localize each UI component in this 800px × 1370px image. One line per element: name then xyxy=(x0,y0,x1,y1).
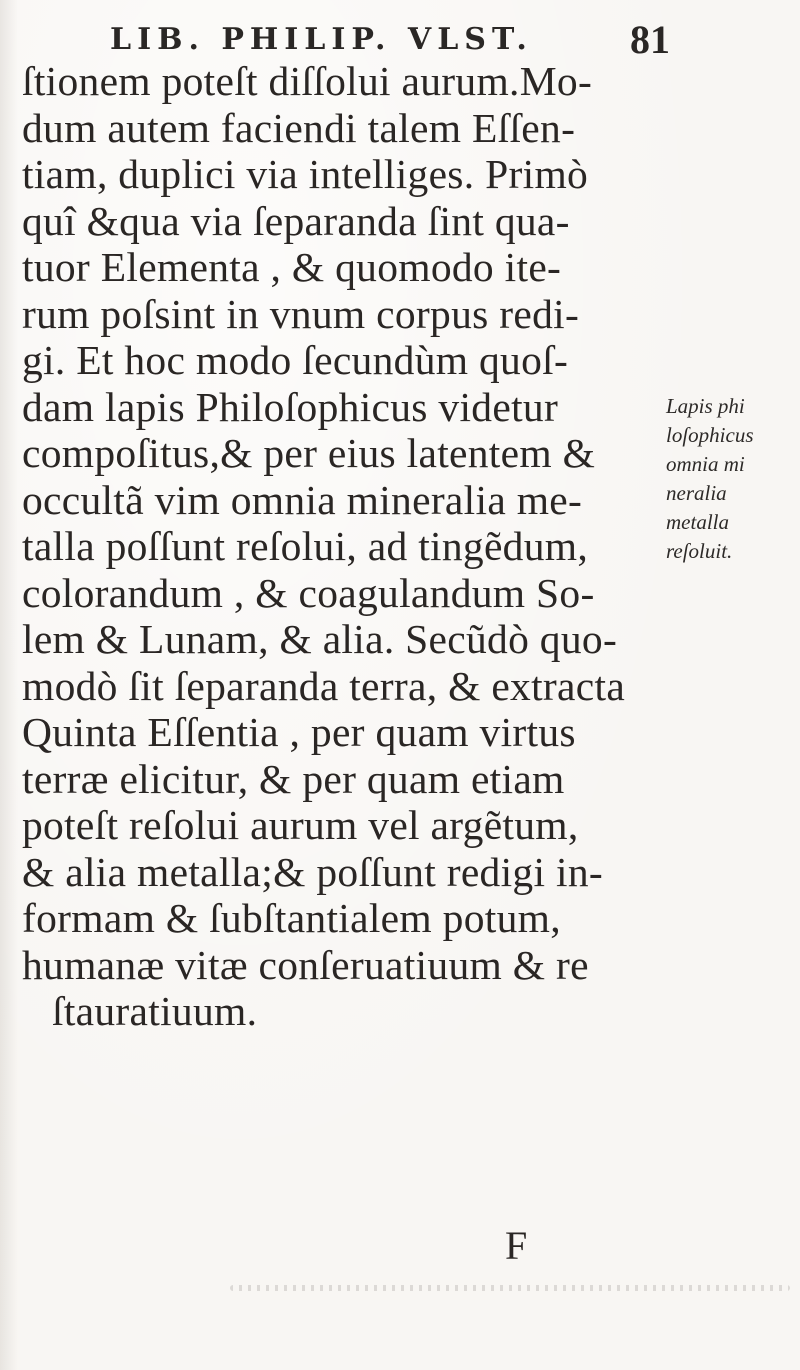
text-line: talla poſſunt reſolui, ad tingẽdum, xyxy=(22,523,589,569)
text-line: dam lapis Philoſophicus videtur xyxy=(22,383,559,430)
text-line: & alia metalla;& poſſunt redigi in- xyxy=(22,848,603,895)
marginal-note-line: reſoluit. xyxy=(666,539,733,563)
marginal-note-line: omnia mi xyxy=(666,452,745,476)
text-line: humanæ vitæ conſeruatiuum & re xyxy=(22,941,589,988)
catchword: F xyxy=(505,1223,528,1268)
text-line: modò ſit ſeparanda terra, & extracta xyxy=(22,662,626,709)
gutter-shadow xyxy=(0,0,18,1370)
text-line: quî &qua via ſeparanda ſint qua- xyxy=(22,197,570,244)
text-line: tuor Elementa , & quomodo ite- xyxy=(22,244,562,290)
text-line: lem & Lunam, & alia. Secũdò quo- xyxy=(22,616,618,662)
text-line: formam & ſubſtantialem potum, xyxy=(22,895,561,941)
text-line: colorandum , & coagulandum So- xyxy=(22,569,595,616)
text-line: ſtionem poteſt diſſolui aurum.Mo- xyxy=(22,58,593,104)
marginal-note-line: metalla xyxy=(666,510,729,534)
text-line: ſtauratiuum. xyxy=(52,988,258,1034)
text-line: tiam, duplici via intelliges. Primò xyxy=(22,151,589,197)
text-line: terræ elicitur, & per quam etiam xyxy=(22,755,565,802)
running-head xyxy=(110,14,670,64)
marginal-note-line: loſophicus xyxy=(666,423,754,447)
running-title: LIB. PHILIP. VLST. xyxy=(110,22,533,57)
bleed-through-speckle xyxy=(230,1285,790,1291)
marginal-note-line: neralia xyxy=(666,481,727,505)
text-line: Quinta Eſſentia , per quam virtus xyxy=(22,709,576,755)
page-number: 81 xyxy=(630,17,670,62)
text-line: occultã vim omnia mineralia me- xyxy=(22,476,583,523)
text-line: gi. Et hoc modo ſecundùm quoſ- xyxy=(22,337,569,383)
text-line: compoſitus,& per eius latentem & xyxy=(22,430,596,476)
text-line: dum autem faciendi talem Eſſen- xyxy=(22,104,576,151)
marginal-note-line: Lapis phi xyxy=(666,394,745,418)
marginal-note xyxy=(666,392,796,566)
text-line: poteſt reſolui aurum vel argẽtum, xyxy=(22,802,579,848)
text-line: rum poſsint in vnum corpus redi- xyxy=(22,290,580,337)
body-text xyxy=(22,58,662,1035)
